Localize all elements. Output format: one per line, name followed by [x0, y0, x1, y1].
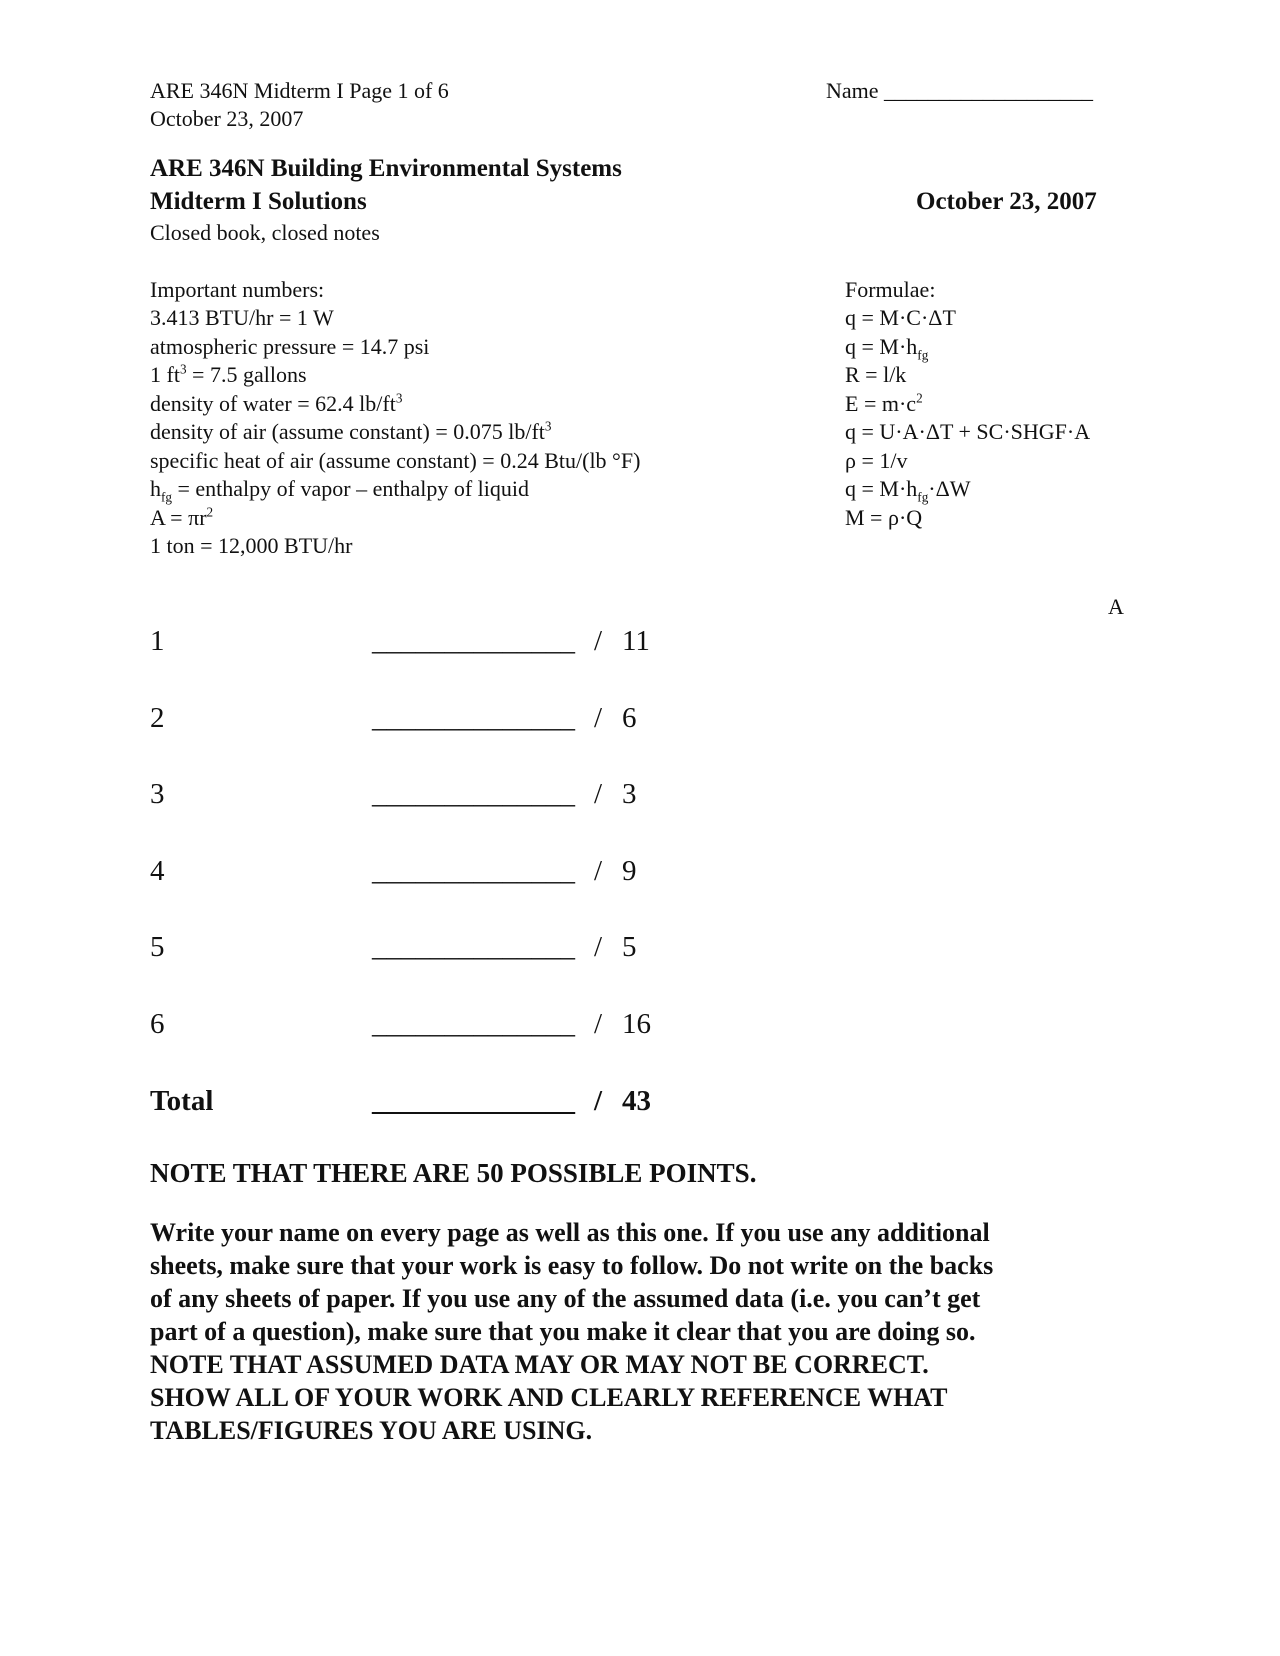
score-max: 9	[622, 855, 637, 887]
constant-hfg-sub: fg	[161, 489, 172, 505]
score-blank: ______________	[372, 702, 575, 734]
constant-water-sup: 3	[395, 390, 403, 406]
name-label: Name	[826, 78, 879, 103]
formula-2-a: q = M·h	[845, 334, 918, 359]
formula-2-sub: fg	[917, 347, 929, 363]
name-field	[826, 77, 1093, 105]
course-title: ARE 346N Building Environmental Systems	[150, 155, 622, 182]
score-slash: /	[594, 1008, 603, 1040]
score-max: 5	[622, 931, 637, 963]
score-max: 11	[622, 625, 650, 657]
constant-gallons-sup: 3	[179, 361, 187, 377]
question-number: 4	[150, 855, 165, 887]
instructions	[150, 1216, 1150, 1447]
exam-date: October 23, 2007	[916, 188, 1097, 215]
formula-7-b: ·ΔW	[928, 476, 971, 501]
name-blank: ___________________	[884, 78, 1094, 103]
question-number: 3	[150, 778, 165, 810]
score-blank: ______________	[372, 1085, 575, 1117]
instruction-line: sheets, make sure that your work is easy to follow. Do not write on the backs	[150, 1251, 994, 1280]
page-header-date: October 23, 2007	[150, 106, 304, 131]
question-number: 6	[150, 1008, 165, 1040]
score-slash: /	[594, 625, 603, 657]
question-number: 1	[150, 625, 165, 657]
score-blank: ______________	[372, 855, 575, 887]
constant-ton: 1 ton = 12,000 BTU/hr	[150, 533, 353, 558]
exam-rules: Closed book, closed notes	[150, 220, 380, 245]
formula-2	[845, 333, 928, 361]
formula-5: q = U·A·ΔT + SC·SHGF·A	[845, 419, 1091, 444]
constant-gallons-a: 1 ft	[150, 362, 180, 387]
score-slash: /	[594, 855, 603, 887]
constant-water-a: density of water = 62.4 lb/ft	[150, 391, 396, 416]
total-max: 43	[622, 1085, 651, 1117]
constant-air-sup: 3	[544, 418, 552, 434]
total-label: Total	[150, 1085, 214, 1117]
formulae-heading: Formulae:	[845, 277, 936, 302]
constant-gallons-b: = 7.5 gallons	[186, 362, 307, 387]
question-number: 2	[150, 702, 165, 734]
constant-gallons	[150, 361, 307, 389]
constant-hfg-b: = enthalpy of vapor – enthalpy of liquid	[172, 476, 529, 501]
score-row	[150, 1007, 710, 1047]
score-blank: ______________	[372, 778, 575, 810]
exam-title: Midterm I Solutions	[150, 188, 367, 215]
constant-hfg-a: h	[150, 476, 161, 501]
constant-area-sup: 2	[206, 504, 214, 520]
formula-1: q = M·C·ΔT	[845, 305, 956, 330]
constant-air-a: density of air (assume constant) = 0.075 lb/ft	[150, 419, 545, 444]
formula-3: R = l/k	[845, 362, 907, 387]
score-slash: /	[594, 702, 603, 734]
formula-4	[845, 390, 923, 418]
constant-btu: 3.413 BTU/hr = 1 W	[150, 305, 334, 330]
score-max: 6	[622, 702, 637, 734]
score-slash: /	[594, 778, 603, 810]
constant-specific-heat: specific heat of air (assume constant) = 0.24 Btu/(lb °F)	[150, 448, 641, 473]
score-row	[150, 854, 710, 894]
score-max: 16	[622, 1008, 651, 1040]
formula-7-sub: fg	[917, 489, 929, 505]
score-max: 3	[622, 778, 637, 810]
formula-8: M = ρ·Q	[845, 505, 923, 530]
score-blank: ______________	[372, 931, 575, 963]
instruction-line: SHOW ALL OF YOUR WORK AND CLEARLY REFERENCE WHAT	[150, 1383, 948, 1412]
score-blank: ______________	[372, 1008, 575, 1040]
important-numbers-heading: Important numbers:	[150, 277, 325, 302]
page-header-line: ARE 346N Midterm I Page 1 of 6	[150, 78, 449, 103]
formula-4-a: E = m·c	[845, 391, 917, 416]
constant-area	[150, 504, 213, 532]
score-slash: /	[594, 1085, 603, 1117]
instruction-line: part of a question), make sure that you make it clear that you are doing so.	[150, 1317, 976, 1346]
score-blank: ______________	[372, 625, 575, 657]
instruction-line: TABLES/FIGURES YOU ARE USING.	[150, 1416, 593, 1445]
formula-4-sup: 2	[916, 390, 923, 406]
formula-7	[845, 475, 971, 503]
question-number: 5	[150, 931, 165, 963]
formula-7-a: q = M·h	[845, 476, 918, 501]
exam-version: A	[1108, 594, 1124, 619]
constant-water-density	[150, 390, 402, 418]
constant-hfg	[150, 475, 529, 503]
constant-area-a: A = πr	[150, 505, 207, 530]
score-row	[150, 777, 710, 817]
score-row	[150, 701, 710, 741]
constant-air-density	[150, 418, 551, 446]
score-row	[150, 624, 710, 664]
score-row	[150, 930, 710, 970]
instruction-line: NOTE THAT ASSUMED DATA MAY OR MAY NOT BE CORRECT.	[150, 1350, 929, 1379]
possible-points-note: NOTE THAT THERE ARE 50 POSSIBLE POINTS.	[150, 1158, 757, 1188]
instruction-line: of any sheets of paper. If you use any of the assumed data (i.e. you can’t get	[150, 1284, 981, 1313]
constant-atm: atmospheric pressure = 14.7 psi	[150, 334, 430, 359]
instruction-line: Write your name on every page as well as this one. If you use any additional	[150, 1218, 990, 1247]
formula-6: ρ = 1/v	[845, 448, 908, 473]
score-slash: /	[594, 931, 603, 963]
score-total-row	[150, 1084, 710, 1124]
